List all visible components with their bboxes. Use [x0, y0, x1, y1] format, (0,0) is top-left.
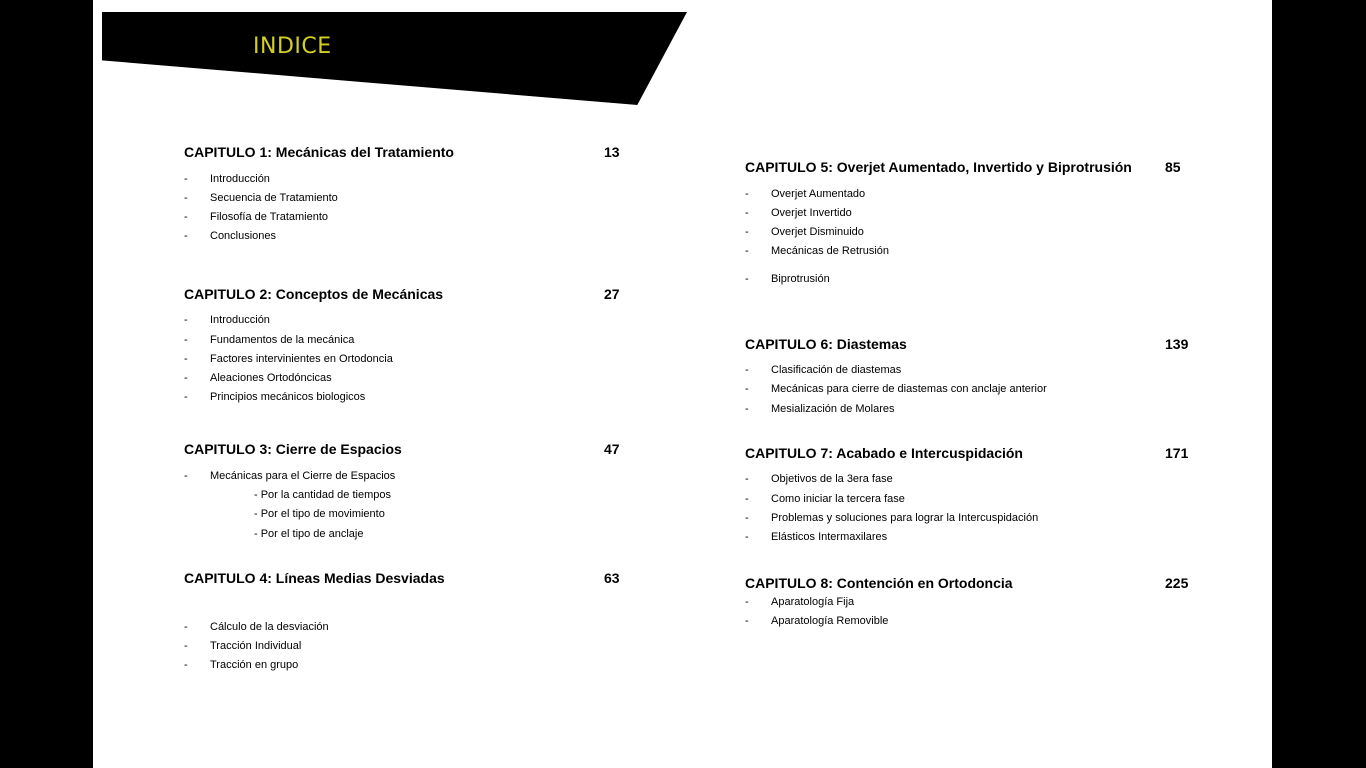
- topic-label: Tracción Individual: [210, 640, 302, 652]
- topic-label: Mecánicas para el Cierre de Espacios: [210, 470, 396, 482]
- topic-label: - Por la cantidad de tiempos: [254, 489, 391, 501]
- chapter-page-number: 13: [604, 144, 620, 160]
- bullet-dash: -: [745, 226, 749, 238]
- bullet-dash: -: [184, 470, 188, 482]
- page-title: INDICE: [253, 34, 332, 59]
- topic-label: Tracción en grupo: [210, 659, 299, 671]
- topic-label: Principios mecánicos biologicos: [210, 391, 366, 403]
- topic-label: Filosofía de Tratamiento: [210, 211, 329, 223]
- topic-label: Mecánicas para cierre de diastemas con anclaje anterior: [771, 383, 1047, 395]
- chapter-page-number: 63: [604, 570, 620, 586]
- bullet-dash: -: [184, 192, 188, 204]
- topic-label: Como iniciar la tercera fase: [771, 493, 905, 505]
- topic-label: Introducción: [210, 173, 270, 185]
- topic-label: Aleaciones Ortodóncicas: [210, 372, 332, 384]
- topic-label: Cálculo de la desviación: [210, 621, 329, 633]
- chapter-page-number: 47: [604, 441, 620, 457]
- bullet-dash: -: [745, 531, 749, 543]
- bullet-dash: -: [745, 245, 749, 257]
- document-page: [93, 0, 1272, 768]
- topic-label: Conclusiones: [210, 230, 277, 242]
- topic-label: Overjet Disminuido: [771, 226, 864, 238]
- topic-label: Overjet Invertido: [771, 207, 852, 219]
- topic-label: Fundamentos de la mecánica: [210, 334, 355, 346]
- chapter-page-number: 85: [1165, 159, 1181, 175]
- chapter-title: CAPITULO 4: Líneas Medias Desviadas: [184, 570, 445, 586]
- topic-label: - Por el tipo de anclaje: [254, 528, 364, 540]
- topic-label: Aparatología Fija: [771, 596, 855, 608]
- bullet-dash: -: [745, 273, 749, 285]
- topic-label: Secuencia de Tratamiento: [210, 192, 338, 204]
- chapter-title: CAPITULO 5: Overjet Aumentado, Invertido y Biprotrusión: [745, 159, 1132, 175]
- title-banner: [102, 12, 687, 105]
- bullet-dash: -: [184, 314, 188, 326]
- chapter-title: CAPITULO 2: Conceptos de Mecánicas: [184, 286, 444, 302]
- topic-label: Aparatología Removible: [771, 615, 889, 627]
- chapter-page-number: 27: [604, 286, 620, 302]
- topic-label: Elásticos Intermaxilares: [771, 531, 888, 543]
- chapter-title: CAPITULO 8: Contención en Ortodoncia: [745, 575, 1013, 591]
- topic-label: Mecánicas de Retrusión: [771, 245, 890, 257]
- topic-label: Factores intervinientes en Ortodoncia: [210, 353, 393, 365]
- bullet-dash: -: [184, 621, 188, 633]
- bullet-dash: -: [745, 364, 749, 376]
- bullet-dash: -: [184, 640, 188, 652]
- bullet-dash: -: [184, 211, 188, 223]
- bullet-dash: -: [745, 188, 749, 200]
- topic-label: Biprotrusión: [771, 273, 830, 285]
- bullet-dash: -: [184, 173, 188, 185]
- topic-label: Objetivos de la 3era fase: [771, 473, 893, 485]
- bullet-dash: -: [745, 493, 749, 505]
- chapter-page-number: 139: [1165, 336, 1189, 352]
- bullet-dash: -: [184, 372, 188, 384]
- topic-label: Overjet Aumentado: [771, 188, 866, 200]
- bullet-dash: -: [745, 615, 749, 627]
- bullet-dash: -: [745, 207, 749, 219]
- bullet-dash: -: [184, 230, 188, 242]
- bullet-dash: -: [184, 353, 188, 365]
- topic-label: Problemas y soluciones para lograr la Intercuspidación: [771, 512, 1039, 524]
- chapter-title: CAPITULO 3: Cierre de Espacios: [184, 441, 402, 457]
- topic-label: - Por el tipo de movimiento: [254, 508, 385, 520]
- bullet-dash: -: [745, 596, 749, 608]
- bullet-dash: -: [745, 473, 749, 485]
- chapter-page-number: 171: [1165, 445, 1189, 461]
- chapter-title: CAPITULO 6: Diastemas: [745, 336, 907, 352]
- bullet-dash: -: [184, 391, 188, 403]
- topic-label: Mesialización de Molares: [771, 403, 895, 415]
- bullet-dash: -: [184, 334, 188, 346]
- topic-label: Clasificación de diastemas: [771, 364, 902, 376]
- topic-label: Introducción: [210, 314, 270, 326]
- chapter-title: CAPITULO 7: Acabado e Intercuspidación: [745, 445, 1023, 461]
- chapter-page-number: 225: [1165, 575, 1189, 591]
- chapter-title: CAPITULO 1: Mecánicas del Tratamiento: [184, 144, 454, 160]
- bullet-dash: -: [184, 659, 188, 671]
- bullet-dash: -: [745, 403, 749, 415]
- bullet-dash: -: [745, 512, 749, 524]
- bullet-dash: -: [745, 383, 749, 395]
